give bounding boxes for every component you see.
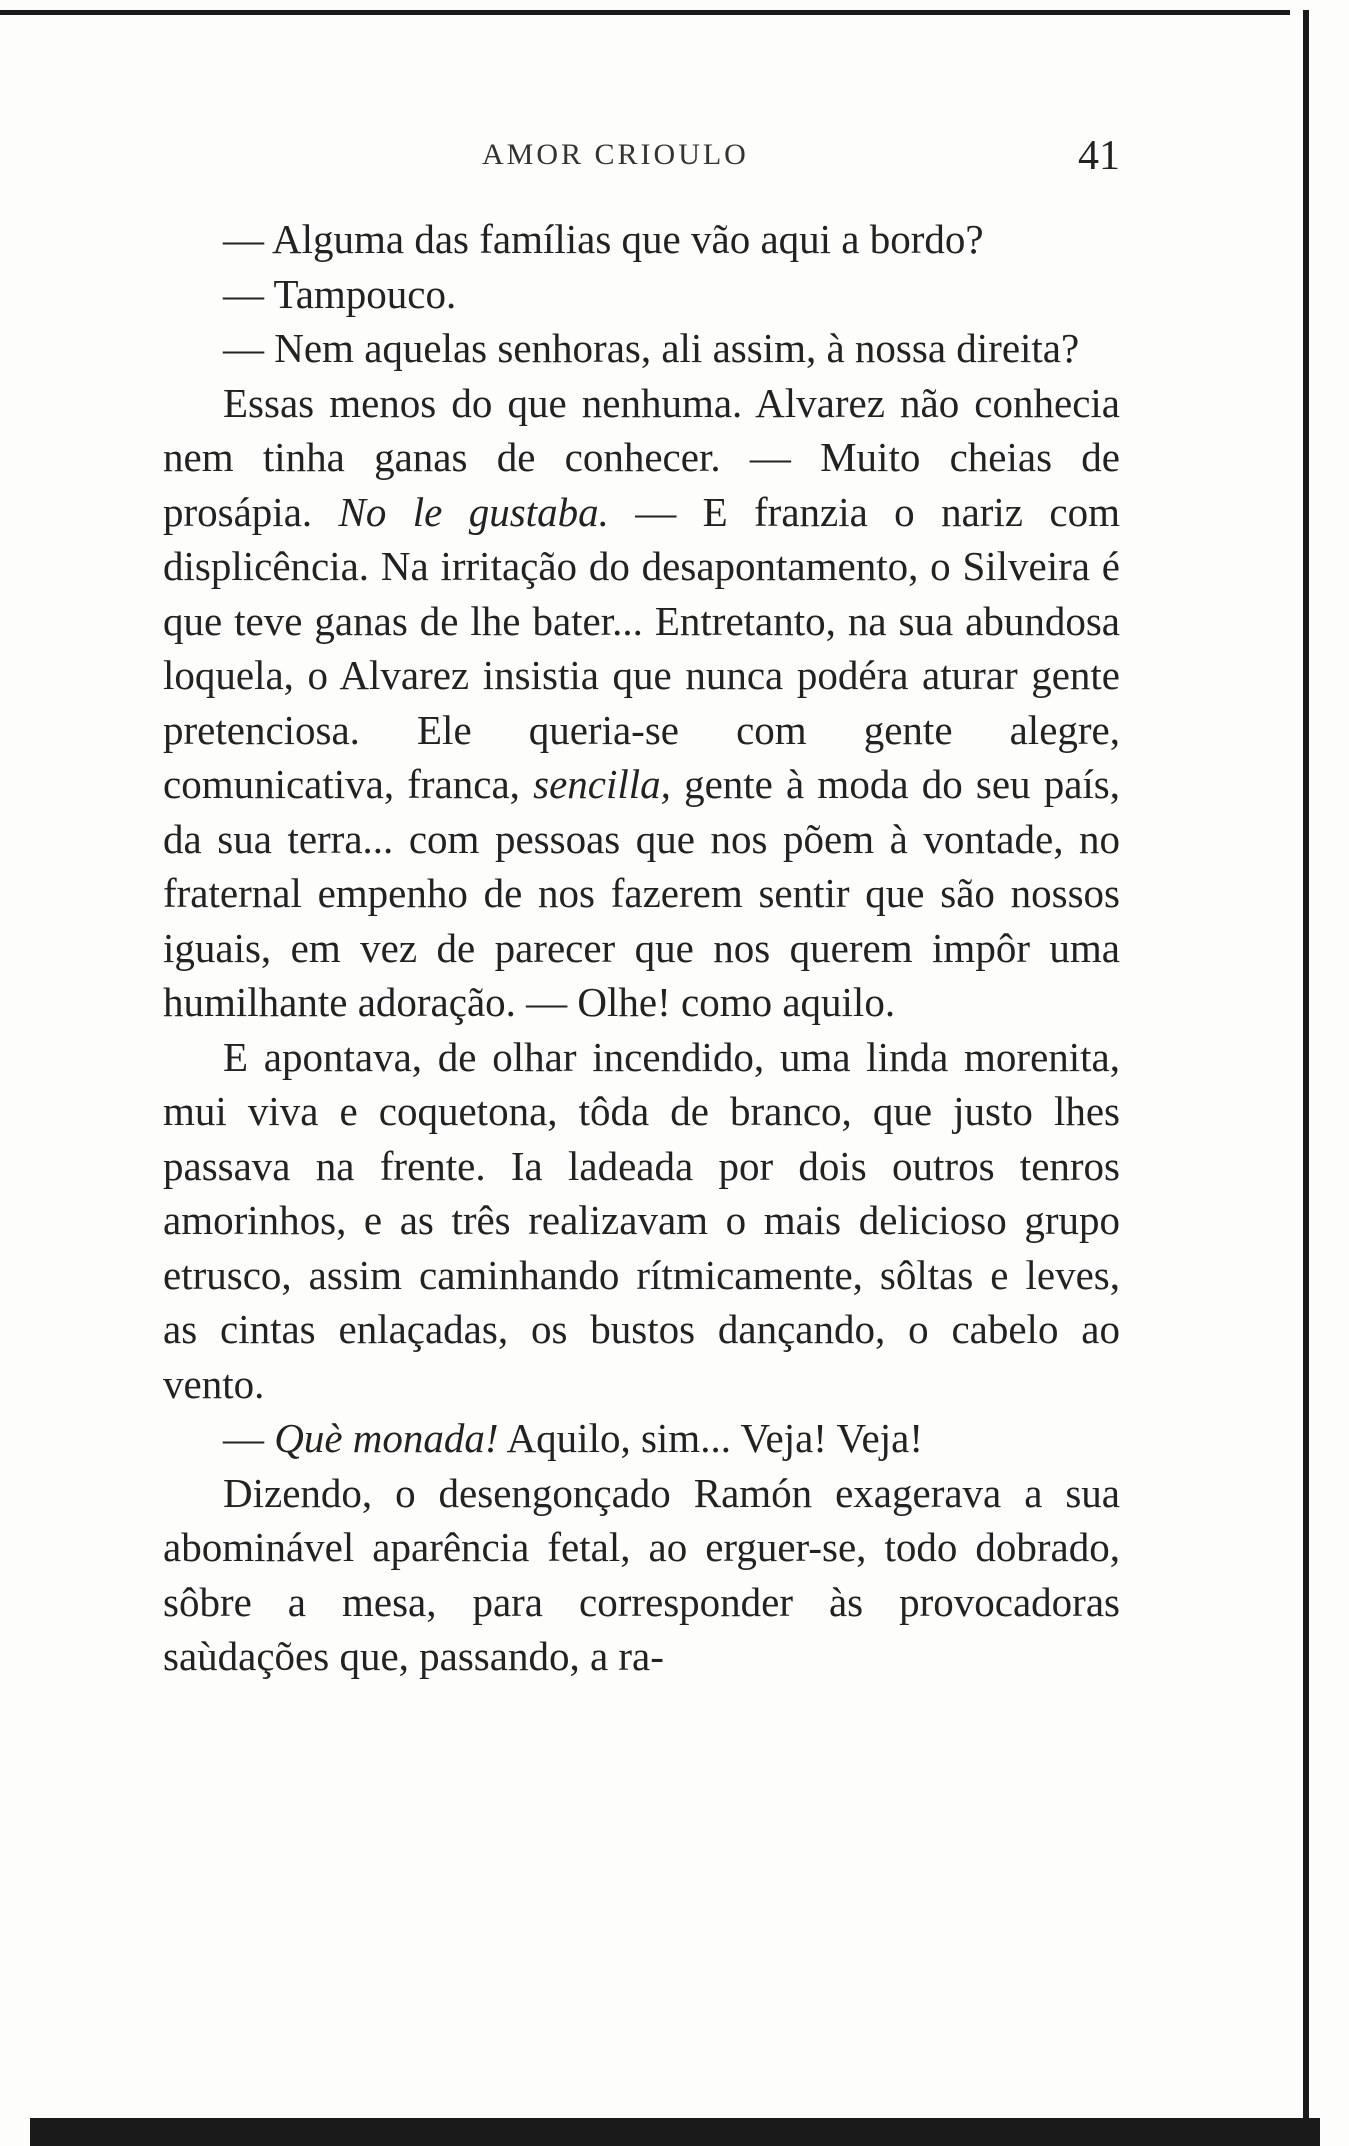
text-segment: — Nem aquelas senhoras, ali assim, à nossa direita? — [223, 325, 1080, 371]
page-number: 41 — [1078, 133, 1120, 179]
paragraph — [163, 1030, 1120, 1412]
text-segment: Aquilo, sim... Veja! Veja! — [498, 1415, 923, 1461]
text-segment: — — [223, 1415, 275, 1461]
text-segment: gente à moda do seu país, da sua terra... com pessoas que nos põem à vontade, no fraternal empenho de nos fazerem sentir que são nossos iguais, em vez de parecer que nos querem impôr uma humilhante adoração. — Olhe! como aquilo. — [163, 761, 1120, 1025]
paragraph — [163, 1411, 1120, 1466]
paragraph — [163, 376, 1120, 1030]
paragraph — [163, 267, 1120, 322]
italic-text: No le gustaba. — [338, 488, 609, 535]
text-segment: Essas menos do que nenhuma. Alvarez não conhecia nem tinha ganas de conhecer. — Muito cheias de prosápia. — [163, 379, 1120, 535]
paragraph — [163, 212, 1120, 267]
running-title: AMOR CRIOULO — [482, 138, 749, 171]
text-segment: Dizendo, o desengonçado Ramón exagerava a sua abominável aparência fetal, ao erguer-se, todo dobrado, sôbre a mesa, para corresponder às provocadoras saùdações que, passando, a ra- — [163, 1469, 1120, 1679]
paragraph — [163, 1466, 1120, 1684]
top-border — [0, 10, 1290, 15]
bottom-border — [30, 2118, 1320, 2146]
paragraph — [163, 321, 1120, 376]
italic-text: Què monada! — [274, 1415, 499, 1461]
text-segment: E apontava, de olhar incendido, uma linda morenita, mui viva e coquetona, tôda de branco, que justo lhes passava na frente. Ia ladeada por dois outros tenros amorinhos, e as três realizavam o mais delicioso grupo etrusco, assim caminhando rítmicamente, sôltas e leves, as cintas enlaçadas, os bustos dançando, o cabelo ao vento. — [163, 1033, 1120, 1407]
right-border — [1303, 10, 1309, 2120]
text-segment: — E franzia o nariz com displicência. Na irritação do desapontamento, o Silveira é que teve ganas de lhe bater... Entretanto, na sua abundosa loquela, o Alvarez insistia que nunca podéra aturar gente pretenciosa. Ele queria-se com gente alegre, comunicativa, franca, — [163, 488, 1120, 807]
italic-text: sencilla, — [533, 761, 671, 807]
body-text — [163, 212, 1120, 1684]
text-segment: — Alguma das famílias que vão aqui a bordo? — [223, 216, 984, 262]
page-header — [160, 132, 1120, 179]
text-segment: — Tampouco. — [223, 270, 457, 317]
